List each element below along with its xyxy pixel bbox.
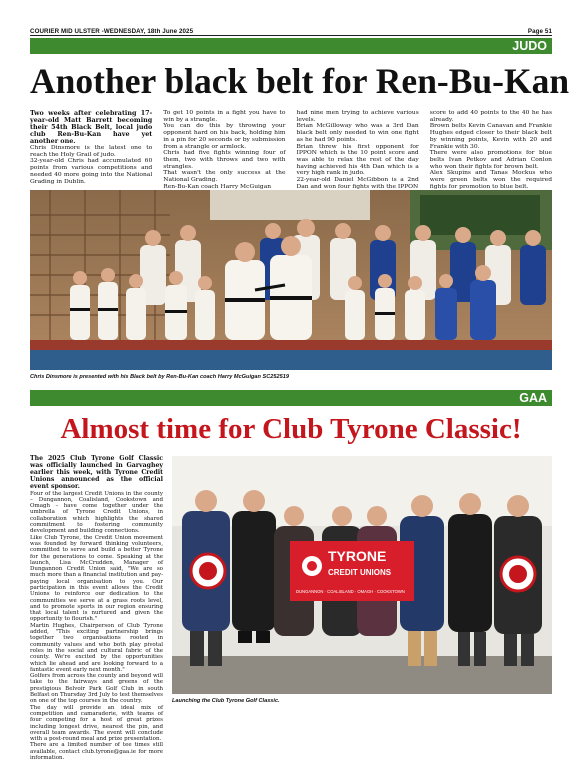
gaa-paragraph: Golfers from across the county and beyond will take to the fairways and greens of the prestigious Belvoir Park Golf Club in south Belfast on Thursday 3rd July to test themselves on one of the top courses in the country.: [30, 673, 163, 705]
judo-paragraph: Chris had five fights winning four of them, two with throws and two with strangles.: [163, 149, 286, 170]
gaa-paragraph: Four of the largest Credit Unions in the county – Dungannon, Coalisland, Cookstown and Omagh – have come together under the umbrella of Tyrone Credit Unions, in collaboration which highlights the shared commitment to fostering community development and building connections.: [30, 490, 163, 535]
gaa-paragraph: The day will provide an ideal mix of competition and camaraderie, with teams of four competing for a host of great prizes including longest drive, nearest the pin, and overall team awards. The event will conclude with a post-round meal and prize presentation.: [30, 704, 163, 743]
judo-headline: Another black belt for Ren-Bu-Kan: [30, 61, 570, 101]
judo-col-3: [297, 110, 419, 190]
section-label-judo: JUDO: [512, 39, 547, 53]
judo-paragraph: 22-year-old Daniel McGibbon is a 2nd Dan and won four fights with the IPPON: [296, 176, 419, 190]
judo-paragraph: Brian threw his first opponent for IPPON which is the 10 point score and was able to relax the rest of the day having achieved his 4th Dan which is a very high rank in judo.: [296, 142, 419, 177]
judo-col-2: [163, 110, 285, 190]
banner-towns: DUNGANNON · COALISLAND · OMAGH · COOKSTOWN: [296, 589, 405, 594]
judo-photo-illustration: [30, 190, 552, 370]
gaa-paragraph: There are a limited number of tee times still available, contact club.tyrone@gaa.ie for more information.: [30, 742, 163, 761]
gaa-lede: The 2025 Club Tyrone Golf Classic was officially launched in Garvaghey earlier this week, with Tyrone Credit Unions announced as the official event sponsor.: [30, 455, 163, 490]
judo-paragraph: Ren-Bu-Kan coach Harry McGuigan: [163, 182, 272, 190]
gaa-paragraph: Like Club Tyrone, the Credit Union movement was founded by forward thinking volunteers, committed to serve and build a better Tyrone for the generations to come. Speaking at the launch, Lisa McCrudden, Manager of Dungannon Credit Union said, "We are so much more than a financial institution and pay-paying local organisation to you. Our participation in this event allows the Credit Unions to reinforce our dedication to the communities we serve at a grass roots level, and to promote sports in our region ensuring that local talent is nurtured and given the opportunity to flourish.": [30, 534, 163, 623]
gaa-paragraph: Martin Hughes, Chairperson of Club Tyrone added, "This exciting partnership brings together two organisations rooted in community values and who both play pivotal roles in the social and cultural fabric of the county. We're excited by the opportunities which lie ahead and are looking forward to a fantastic event early next month.": [30, 622, 163, 673]
judo-col-1: [30, 110, 152, 190]
judo-paragraph: Brian McGilloway who was a 3rd Dan black belt only needed to win one fight as he had 90 points.: [296, 122, 419, 143]
gaa-photo-illustration: [172, 456, 552, 694]
judo-paragraph: Alex Skupins and Tanas Mockus who were green belts won the required fights for promotion to blue belt.: [429, 169, 552, 190]
gaa-headline: Almost time for Club Tyrone Classic!: [60, 413, 522, 445]
banner-title: TYRONE: [328, 548, 387, 564]
section-bar-gaa: [30, 390, 552, 406]
judo-paragraph: You can do this by throwing your opponent hard on his back, holding him in a pin for 20 seconds or by submission from a strangle or armlock.: [163, 122, 286, 150]
section-label-gaa: GAA: [519, 391, 547, 405]
masthead-rule: [30, 35, 552, 36]
judo-group-photo: [30, 190, 552, 370]
judo-article: [30, 109, 552, 190]
masthead-page: Page 51: [527, 28, 552, 35]
judo-photo-caption: Chris Dinsmore is presented with his Black belt by Ren-Bu-Kan coach Harry McGuigan SC252519: [30, 374, 289, 380]
judo-paragraph: There were also promotions for blue belts Ivan Petkov and Adrian Conlon who won their fights for brown belt.: [429, 149, 552, 170]
judo-paragraph: Chris Dinsmore is the latest one to reach the Holy Grail of judo.: [30, 144, 153, 158]
judo-paragraph: score to add 40 points to the 40 he has already.: [429, 109, 552, 123]
judo-paragraph: 32-year-old Chris had accumulated 60 points from various competitions and needed 40 more going into the National Grading in Dublin.: [30, 157, 153, 185]
judo-paragraph: That wasn't the only success at the National Grading.: [163, 169, 286, 184]
gaa-photo-caption: Launching the Club Tyrone Golf Classic.: [172, 698, 280, 704]
judo-col-4: [430, 110, 552, 190]
gaa-article: [30, 455, 163, 761]
judo-paragraph: To get 10 points in a fight you have to win by a strangle.: [163, 109, 286, 123]
masthead-publication: COURIER MID ULSTER -WEDNESDAY, 18th June 2025: [30, 28, 194, 35]
judo-paragraph: had nine men trying to achieve various levels.: [296, 109, 419, 123]
section-bar-judo: [30, 38, 552, 54]
masthead: [30, 23, 552, 35]
judo-paragraph: Brown belts Kevin Canavan and Frankie Hughes edged closer to their black belt by winning points, Kevin with 20 and Frankie with 30.: [429, 122, 552, 150]
judo-lede: Two weeks after celebrating 17-year-old Matt Barrett becoming their 54th Black Belt, local judo club Ren-Bu-Kan have yet another one.: [30, 109, 153, 145]
gaa-launch-photo: [172, 456, 552, 694]
banner-subtitle: CREDIT UNIONS: [328, 568, 392, 577]
